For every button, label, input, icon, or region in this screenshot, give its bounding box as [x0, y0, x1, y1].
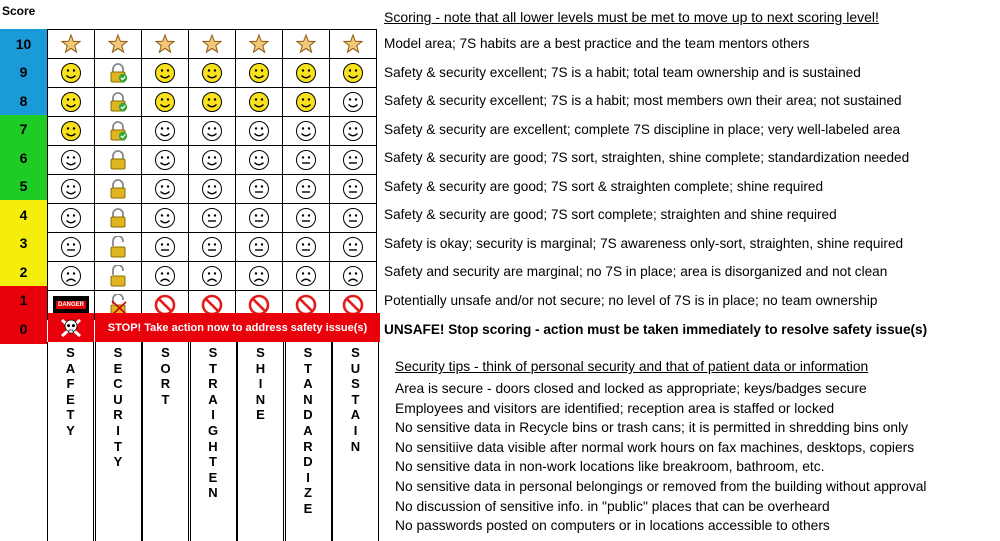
happy-face-icon — [283, 62, 329, 84]
lock-check-icon — [95, 91, 141, 113]
score-value: 8 — [0, 86, 47, 115]
grid-row — [48, 88, 377, 117]
score-description: Safety & security are good; 7S sort complete; straighten and shine required — [384, 207, 837, 223]
danger-sign-icon — [52, 295, 90, 315]
grid-cell — [48, 117, 95, 146]
grid-cell — [189, 88, 236, 117]
score-value: 3 — [0, 229, 47, 258]
happy-face-icon — [189, 91, 235, 113]
neutral-face-icon — [330, 149, 376, 171]
neutral-face-icon — [283, 149, 329, 171]
happy-face-icon — [48, 120, 94, 142]
happy-face-icon — [283, 91, 329, 113]
column-label-standardize: S T A N D A R D I Z E — [285, 342, 332, 541]
grid-cell — [236, 146, 283, 175]
grid-row — [48, 117, 377, 146]
score-description: Safety is okay; security is marginal; 7S awareness only-sort, straighten, shine required — [384, 235, 904, 251]
grid-cell — [330, 175, 377, 204]
score-value: 5 — [0, 172, 47, 201]
grid-cell — [142, 59, 189, 88]
lock-closed-icon — [95, 178, 141, 200]
grid-cell — [189, 59, 236, 88]
danger-label: DANGER — [57, 302, 84, 308]
column-label-sustain: S U S T A I N — [332, 342, 379, 541]
grid-cell — [142, 262, 189, 291]
grid-cell — [189, 204, 236, 233]
column-label-straighten: S T R A I G H T E N — [190, 342, 237, 541]
smile-outline-icon — [330, 91, 376, 113]
score-value: 2 — [0, 257, 47, 286]
score-value: 10 — [0, 29, 47, 58]
score-description: Potentially unsafe and/or not secure; no level of 7S is in place; no team ownership — [384, 292, 878, 308]
grid-cell — [330, 262, 377, 291]
sad-face-icon — [236, 265, 282, 287]
happy-face-icon — [142, 62, 188, 84]
grid-cell — [236, 117, 283, 146]
grid-cell — [95, 30, 142, 59]
grid-cell — [48, 88, 95, 117]
grid-cell — [189, 117, 236, 146]
score-grid — [47, 29, 377, 320]
neutral-face-icon — [283, 236, 329, 258]
grid-cell — [142, 117, 189, 146]
neutral-face-icon — [236, 207, 282, 229]
grid-cell — [283, 59, 330, 88]
grid-row — [48, 146, 377, 175]
neutral-face-icon — [142, 236, 188, 258]
lock-closed-icon — [95, 207, 141, 229]
security-tip: No sensitive data in non-work locations like breakroom, bathroom, etc. — [395, 459, 825, 475]
security-tip: No sensitiive data visible after normal work hours on fax machines, desktops, copiers — [395, 439, 915, 455]
lock-closed-icon — [95, 149, 141, 171]
grid-row — [48, 59, 377, 88]
grid-cell — [236, 204, 283, 233]
neutral-face-icon — [236, 236, 282, 258]
grid-cell — [142, 233, 189, 262]
grid-cell — [142, 88, 189, 117]
happy-face-icon — [142, 91, 188, 113]
security-tip: No discussion of sensitive info. in "public" places that can be overheard — [395, 498, 830, 514]
score-value: 9 — [0, 58, 47, 87]
score-description: Safety & security are excellent; complete 7S discipline in place; very well-labeled area — [384, 121, 901, 137]
grid-cell — [236, 59, 283, 88]
grid-row — [48, 175, 377, 204]
star-icon — [189, 33, 235, 55]
grid-cell — [95, 146, 142, 175]
grid-cell — [283, 233, 330, 262]
score-description: Safety & security are good; 7S sort, straighten, shine complete; standardization needed — [384, 150, 910, 166]
neutral-face-icon — [236, 178, 282, 200]
star-icon — [142, 33, 188, 55]
scoring-heading: Scoring - note that all lower levels must be met to move up to next scoring level! — [384, 9, 879, 25]
smile-outline-icon — [142, 120, 188, 142]
score-value: 1 — [0, 286, 47, 315]
score-description: Safety & security excellent; 7S is a habit; total team ownership and is sustained — [384, 64, 861, 80]
neutral-face-icon — [330, 178, 376, 200]
happy-face-icon — [48, 91, 94, 113]
grid-cell — [95, 88, 142, 117]
grid-row — [48, 262, 377, 291]
smile-outline-icon — [142, 178, 188, 200]
grid-cell — [48, 146, 95, 175]
grid-cell — [189, 262, 236, 291]
grid-cell — [48, 233, 95, 262]
grid-cell — [330, 146, 377, 175]
score-description: Safety & security excellent; 7S is a habit; most members own their area; not sustained — [384, 93, 902, 109]
star-icon — [283, 33, 329, 55]
grid-cell — [142, 146, 189, 175]
smile-outline-icon — [142, 149, 188, 171]
grid-cell — [48, 204, 95, 233]
smile-outline-icon — [283, 120, 329, 142]
grid-cell — [236, 175, 283, 204]
score-value: 6 — [0, 143, 47, 172]
score-description: UNSAFE! Stop scoring - action must be taken immediately to resolve safety issue(s) — [384, 321, 928, 337]
grid-cell — [48, 59, 95, 88]
neutral-face-icon — [189, 207, 235, 229]
score-value: 0 — [0, 315, 47, 344]
lock-check-icon — [95, 62, 141, 84]
score-description: Safety and security are marginal; no 7S in place; area is disorganized and not clean — [384, 264, 888, 280]
skull-crossbones-icon — [59, 316, 83, 340]
score-header: Score — [2, 4, 36, 18]
grid-row — [48, 204, 377, 233]
sad-face-icon — [283, 265, 329, 287]
smile-outline-icon — [48, 207, 94, 229]
grid-cell — [142, 204, 189, 233]
grid-cell — [236, 88, 283, 117]
lock-check-icon — [95, 120, 141, 142]
lock-open-icon — [95, 265, 141, 287]
grid-cell — [236, 233, 283, 262]
grid-cell — [95, 262, 142, 291]
grid-cell — [283, 175, 330, 204]
column-label-shine: S H I N E — [237, 342, 284, 541]
grid-cell — [283, 146, 330, 175]
security-tip: No sensitive data in Recycle bins or trash cans; it is permitted in shredding bins only — [395, 420, 909, 436]
happy-face-icon — [330, 62, 376, 84]
neutral-face-icon — [189, 236, 235, 258]
grid-cell — [330, 30, 377, 59]
grid-cell — [189, 233, 236, 262]
score-value: 4 — [0, 200, 47, 229]
grid-cell — [95, 204, 142, 233]
security-tips-title: Security tips - think of personal security and that of patient data or information — [395, 359, 869, 374]
smile-outline-icon — [236, 149, 282, 171]
score-description: Safety & security are good; 7S sort & straighten complete; shine required — [384, 178, 824, 194]
grid-cell — [236, 30, 283, 59]
grid-cell — [283, 204, 330, 233]
grid-row — [48, 30, 377, 59]
lock-open-icon — [95, 236, 141, 258]
grid-cell — [95, 233, 142, 262]
neutral-face-icon — [48, 236, 94, 258]
grid-cell — [48, 30, 95, 59]
grid-cell — [95, 175, 142, 204]
grid-cell — [95, 117, 142, 146]
grid-cell — [283, 88, 330, 117]
column-label-security: S E C U R I T Y — [95, 342, 142, 541]
happy-face-icon — [236, 62, 282, 84]
grid-cell — [189, 30, 236, 59]
grid-cell — [330, 88, 377, 117]
grid-cell — [95, 59, 142, 88]
grid-cell — [48, 262, 95, 291]
score-value: 7 — [0, 115, 47, 144]
sad-face-icon — [330, 265, 376, 287]
neutral-face-icon — [283, 178, 329, 200]
star-icon — [236, 33, 282, 55]
grid-cell — [283, 117, 330, 146]
neutral-face-icon — [330, 236, 376, 258]
grid-row — [48, 233, 377, 262]
happy-face-icon — [48, 62, 94, 84]
column-label-sort: S O R T — [142, 342, 189, 541]
grid-cell — [142, 175, 189, 204]
stop-banner: STOP! Take action now to address safety issue(s) — [95, 313, 380, 342]
smile-outline-icon — [142, 207, 188, 229]
neutral-face-icon — [330, 207, 376, 229]
grid-cell — [330, 233, 377, 262]
happy-face-icon — [189, 62, 235, 84]
sad-face-icon — [48, 265, 94, 287]
grid-cell — [142, 30, 189, 59]
security-tip: Employees and visitors are identified; reception area is staffed or locked — [395, 400, 835, 416]
star-icon — [48, 33, 94, 55]
score-description: Model area; 7S habits are a best practice and the team mentors others — [384, 36, 810, 51]
smile-outline-icon — [48, 178, 94, 200]
star-icon — [330, 33, 376, 55]
grid-cell — [189, 146, 236, 175]
grid-cell — [330, 204, 377, 233]
grid-cell — [330, 117, 377, 146]
sad-face-icon — [189, 265, 235, 287]
security-tip: Area is secure - doors closed and locked as appropriate; keys/badges secure — [395, 381, 867, 396]
smile-outline-icon — [236, 120, 282, 142]
smile-outline-icon — [189, 120, 235, 142]
grid-cell — [48, 175, 95, 204]
grid-cell — [189, 175, 236, 204]
grid-cell — [236, 262, 283, 291]
column-label-safety: S A F E T Y — [47, 342, 94, 541]
sad-face-icon — [142, 265, 188, 287]
grid-cell — [283, 30, 330, 59]
security-tip: No passwords posted on computers or in locations accessible to others — [395, 518, 830, 534]
smile-outline-icon — [330, 120, 376, 142]
security-tip: No sensitive data in personal belongings or removed from the building without approval — [395, 479, 927, 494]
star-icon — [95, 33, 141, 55]
grid-cell — [283, 262, 330, 291]
smile-outline-icon — [48, 149, 94, 171]
smile-outline-icon — [189, 149, 235, 171]
happy-face-icon — [236, 91, 282, 113]
skull-cell — [48, 313, 94, 342]
grid-cell — [330, 59, 377, 88]
neutral-face-icon — [283, 207, 329, 229]
smile-outline-icon — [189, 178, 235, 200]
